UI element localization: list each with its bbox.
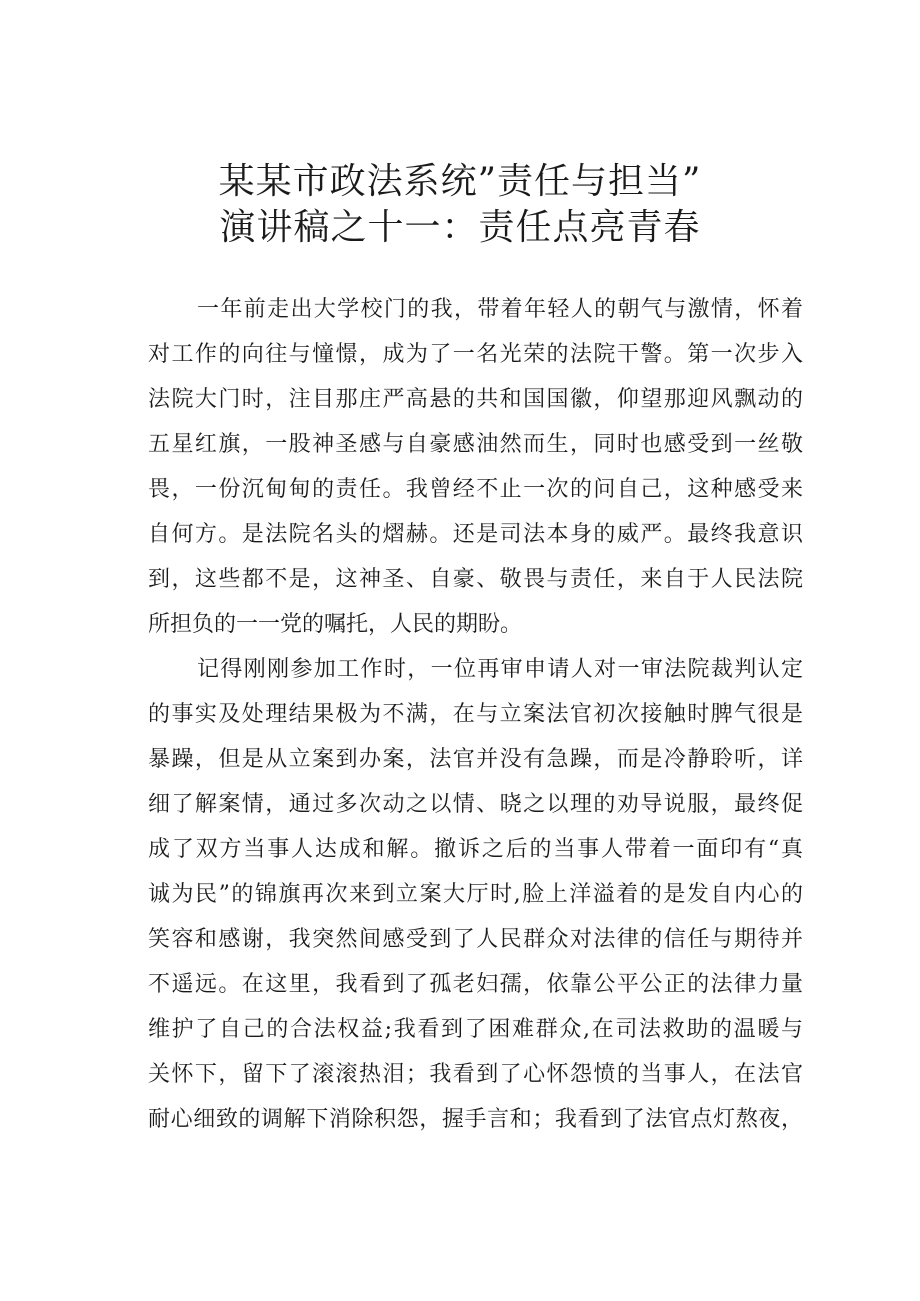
paragraph-1-line: 法院大门时，注目那庄严高悬的共和国国徽，仰望那迎风飘动的 bbox=[148, 387, 803, 412]
paragraph-1-line: 自何方。是法院名头的熠赫。还是司法本身的威严。最终我意识 bbox=[148, 522, 803, 547]
paragraph-2-line: 细了解案情，通过多次动之以情、晓之以理的劝导说服，最终促 bbox=[148, 792, 803, 817]
paragraph-2-line: 不遥远。在这里，我看到了孤老妇孺，依靠公平公正的法律力量 bbox=[148, 972, 803, 997]
paragraph-1-line: 五星红旗，一股神圣感与自豪感油然而生，同时也感受到一丝敬 bbox=[148, 432, 803, 457]
paragraph-1-line: 畏，一份沉甸甸的责任。我曾经不止一次的问自己，这种感受来 bbox=[148, 477, 803, 502]
paragraph-2-line: 暴躁，但是从立案到办案，法官并没有急躁，而是冷静聆听，详 bbox=[148, 747, 803, 772]
paragraph-2-line: 的事实及处理结果极为不满，在与立案法官初次接触时脾气很是 bbox=[148, 702, 803, 727]
paragraph-2-line: 笑容和感谢，我突然间感受到了人民群众对法律的信任与期待并 bbox=[148, 927, 803, 952]
paragraph-2-line: 记得刚刚参加工作时，一位再审申请人对一审法院裁判认定 bbox=[197, 657, 803, 682]
document-title-line-2: 演讲稿之十一：责任点亮青春 bbox=[219, 207, 701, 248]
paragraph-2-line: 耐心细致的调解下消除积怨，握手言和；我看到了法官点灯熬夜， bbox=[148, 1107, 803, 1132]
document-title-line-1: 某某市政法系统”责任与担当” bbox=[218, 161, 702, 202]
paragraph-1-line: 到，这些都不是，这神圣、自豪、敬畏与责任，来自于人民法院 bbox=[148, 567, 803, 592]
paragraph-1-line: 所担负的一一党的嘱托，人民的期盼。 bbox=[148, 612, 523, 637]
paragraph-1-line: 对工作的向往与憧憬，成为了一名光荣的法院干警。第一次步入 bbox=[148, 342, 803, 367]
paragraph-2-line: 关怀下，留下了滚滚热泪；我看到了心怀怨愤的当事人，在法官 bbox=[148, 1062, 803, 1087]
paragraph-2-line: 诚为民”的锦旗再次来到立案大厅时,脸上洋溢着的是发自内心的 bbox=[148, 882, 803, 907]
paragraph-1-line: 一年前走出大学校门的我，带着年轻人的朝气与激情，怀着 bbox=[197, 297, 803, 322]
paragraph-2-line: 成了双方当事人达成和解。撤诉之后的当事人带着一面印有“真 bbox=[148, 837, 803, 862]
paragraph-2-line: 维护了自己的合法权益;我看到了困难群众,在司法救助的温暖与 bbox=[148, 1017, 803, 1042]
